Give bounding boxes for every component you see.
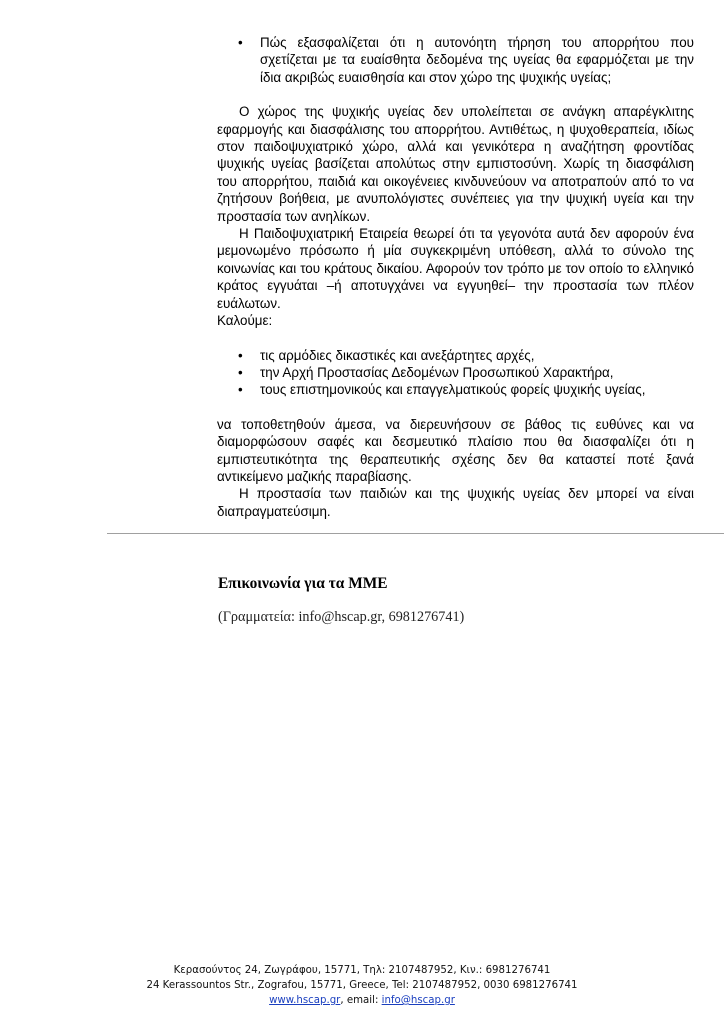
spacer (217, 86, 694, 103)
call-item-text: την Αρχή Προστασίας Δεδομένων Προσωπικού Χαρακτήρα, (260, 364, 614, 380)
media-contact (218, 574, 698, 626)
call-label: Καλούμε: (217, 313, 273, 329)
website-link[interactable]: www.hscap.gr (269, 995, 341, 1006)
question-list (217, 34, 694, 86)
call-item-text: τις αρμόδιες δικαστικές και ανεξάρτητες αρχές, (260, 347, 535, 363)
list-item (217, 347, 694, 364)
paragraph-closing: Η προστασία των παιδιών και της ψυχικής υγείας δεν μπορεί να είναι διαπραγματεύσιμη. (217, 486, 694, 519)
footer-address-english: 24 Kerassountos Str., Zografou, 15771, Greece, Tel: 2107487952, 0030 6981276741 (146, 980, 578, 991)
footer-links (0, 993, 724, 1008)
contact-heading: Επικοινωνία για τα ΜΜΕ (218, 575, 388, 592)
bullet-icon: • (238, 347, 243, 363)
bullet-icon: • (238, 382, 243, 398)
bullet-icon: • (238, 364, 243, 380)
list-item (217, 34, 694, 86)
secretariat-line: (Γραμματεία: info@hscap.gr, 6981276741) (218, 609, 465, 625)
horizontal-divider (107, 533, 724, 534)
question-text: Πώς εξασφαλίζεται ότι η αυτονόητη τήρηση του απορρήτου που σχετίζεται με τα ευαίσθητα δεδομένα της υγείας θα εφαρμόζεται με την ίδια ακριβώς ευαισθησία και στον χώρο της ψυχικής υγείας; (260, 35, 694, 85)
list-item (217, 381, 694, 398)
paragraph-mental-health: Ο χώρος της ψυχικής υγείας δεν υπολείπεται σε ανάγκη απαρέγκλιτης εφαρμογής και διασφάλισης του απορρήτου. Αντιθέτως, η ψυχοθεραπεία, ιδίως στον παιδοψυχιατρικό χώρο, αλλά και γενικότερα η αναζήτηση φροντίδας ψυχικής υγείας βασίζεται απολύτως στην εμπιστοσύνη. Χωρίς τη διασφάλιση του απορρήτου, παιδιά και οικογένειες κινδυνεύουν να αποτραπούν από το να ζητήσουν βοήθεια, με ανυπολόγιστες συνέπειες για την ψυχική υγεία και την προστασία των ανηλίκων. (217, 104, 694, 224)
footer-address-greek: Κερασούντος 24, Ζωγράφου, 15771, Τηλ: 2107487952, Κιν.: 6981276741 (173, 965, 551, 976)
paragraph-demands: να τοποθετηθούν άμεσα, να διερευνήσουν σε βάθος τις ευθύνες και να διαμορφώσουν σαφές και δεσμευτικό πλαίσιο που θα διασφαλίζει ότι η εμπιστευτικότητα της θεραπευτικής σχέσης δεν θα καταστεί ποτέ ξανά αντικείμενο μαζικής παραβίασης. (217, 416, 694, 484)
call-list (217, 347, 694, 399)
bullet-icon: • (238, 35, 243, 50)
list-item (217, 364, 694, 381)
spacer (217, 330, 694, 347)
email-link[interactable]: info@hscap.gr (381, 995, 455, 1006)
document-body (217, 34, 694, 520)
spacer (217, 399, 694, 416)
page-footer (0, 963, 724, 1008)
email-label: , email: (340, 995, 382, 1006)
paragraph-society: Η Παιδοψυχιατρική Εταιρεία θεωρεί ότι τα γεγονότα αυτά δεν αφορούν ένα μεμονωμένο πρόσωπο ή μία συγκεκριμένη υπόθεση, αλλά το σύνολο της κοινωνίας και του κράτους δικαίου. Αφορούν τον τρόπο με τον οποίο το ελληνικό κράτος εγγυάται –ή αποτυγχάνει να εγγυηθεί– την προστασία των πλέον ευάλωτων. (217, 226, 694, 311)
call-item-text: τους επιστημονικούς και επαγγελματικούς φορείς ψυχικής υγείας, (260, 382, 646, 398)
